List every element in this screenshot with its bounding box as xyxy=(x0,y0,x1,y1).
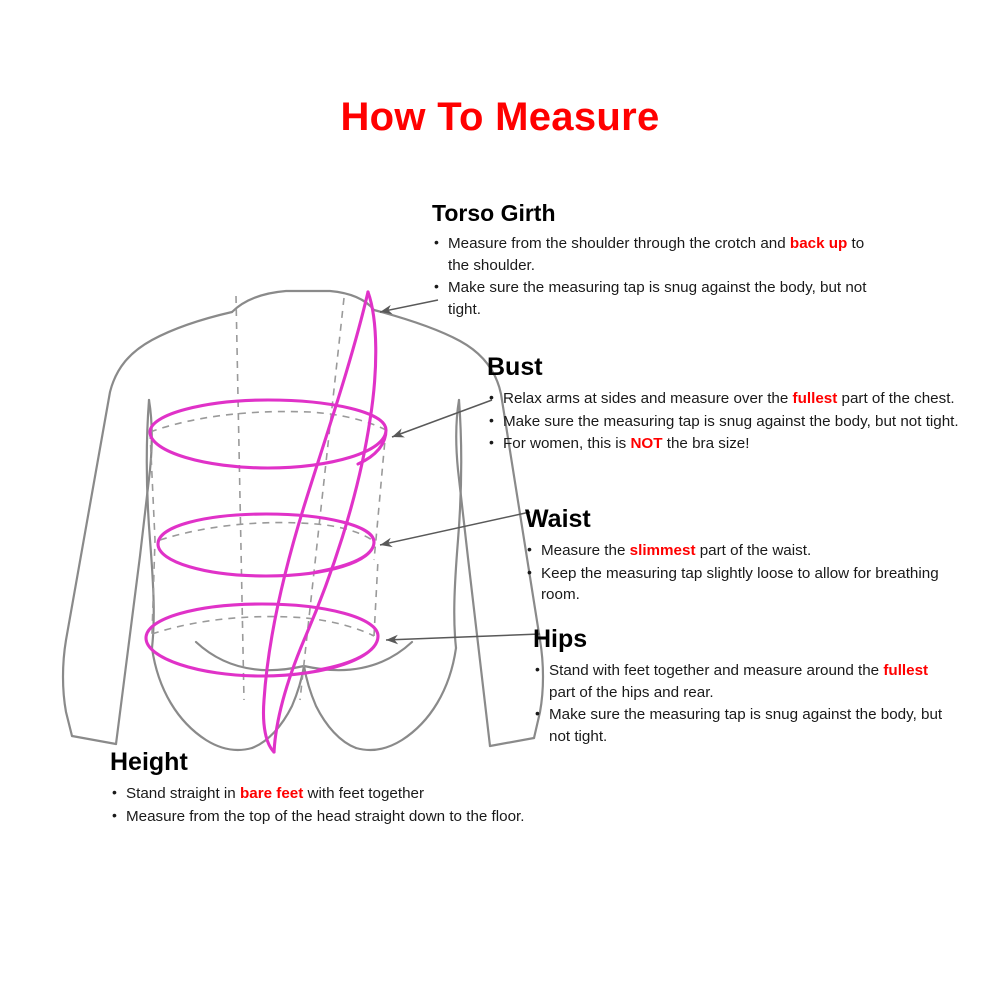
leader-bust xyxy=(392,400,492,437)
bullet-text: Measure from the shoulder through the crotch and xyxy=(448,235,790,252)
bullet-highlight: back up xyxy=(789,235,848,252)
leader-waist xyxy=(380,512,530,545)
list-item xyxy=(110,806,630,828)
section-hips xyxy=(533,625,943,748)
section-height xyxy=(110,748,630,828)
bullet-highlight: fullest xyxy=(883,662,929,679)
list-item xyxy=(525,540,955,562)
page-title: How To Measure xyxy=(340,95,660,139)
measuring-tape-lines xyxy=(146,292,386,752)
bullet-text: Make sure the measuring tap is snug against the body, but not tight. xyxy=(448,279,867,318)
bullet-highlight: bare feet xyxy=(239,785,304,802)
bullet-text: to the shoulder. xyxy=(448,235,865,274)
list-item xyxy=(110,783,630,805)
bullet-list-waist xyxy=(525,540,955,606)
bullet-text: part of the chest. xyxy=(837,390,955,407)
bullet-text: the bra size! xyxy=(662,435,750,453)
list-item xyxy=(525,563,955,606)
list-item xyxy=(432,233,872,276)
bullet-list-height xyxy=(110,783,630,827)
list-item xyxy=(487,433,997,455)
leader-torso xyxy=(380,300,438,312)
bullet-text: Measure the xyxy=(541,542,630,559)
callout-leader-lines xyxy=(380,300,540,640)
bullet-text: Keep the measuring tap slightly loose to allow for breathing room. xyxy=(541,564,939,604)
bullet-list-hips xyxy=(533,660,943,747)
bullet-text: part of the waist. xyxy=(695,542,812,559)
bullet-highlight: NOT xyxy=(630,435,663,453)
section-heading-torso-girth: Torso Girth xyxy=(432,200,556,226)
bullet-text: Stand with feet together and measure around the xyxy=(549,662,884,679)
bullet-highlight: slimmest xyxy=(629,542,696,559)
list-item xyxy=(487,411,997,433)
section-bust xyxy=(487,353,997,456)
bullet-text: part of the hips and rear. xyxy=(549,683,714,701)
bullet-text: Measure from the top of the head straight down to the floor. xyxy=(126,807,525,825)
leader-hips xyxy=(386,634,540,640)
section-heading-hips: Hips xyxy=(533,625,588,653)
section-torso-girth xyxy=(432,200,872,321)
bullet-text: with feet together xyxy=(303,785,425,802)
body-outline xyxy=(63,291,543,750)
section-heading-bust: Bust xyxy=(487,353,543,381)
bullet-list-bust xyxy=(487,388,997,455)
list-item xyxy=(533,704,943,747)
bullet-text: Stand straight in xyxy=(126,785,240,802)
bullet-highlight: fullest xyxy=(792,390,838,407)
bullet-text: Relax arms at sides and measure over the xyxy=(503,390,793,407)
bullet-text: Make sure the measuring tap is snug against the body, but not tight. xyxy=(503,412,959,430)
section-waist xyxy=(525,505,955,607)
list-item xyxy=(487,388,997,410)
bullet-text: Make sure the measuring tap is snug against the body, but not tight. xyxy=(549,706,943,745)
list-item xyxy=(533,660,943,703)
section-heading-waist: Waist xyxy=(525,505,591,533)
bullet-text: For women, this is xyxy=(503,435,631,453)
list-item xyxy=(432,277,872,320)
bullet-list-torso-girth xyxy=(432,233,872,320)
section-heading-height: Height xyxy=(110,748,188,776)
